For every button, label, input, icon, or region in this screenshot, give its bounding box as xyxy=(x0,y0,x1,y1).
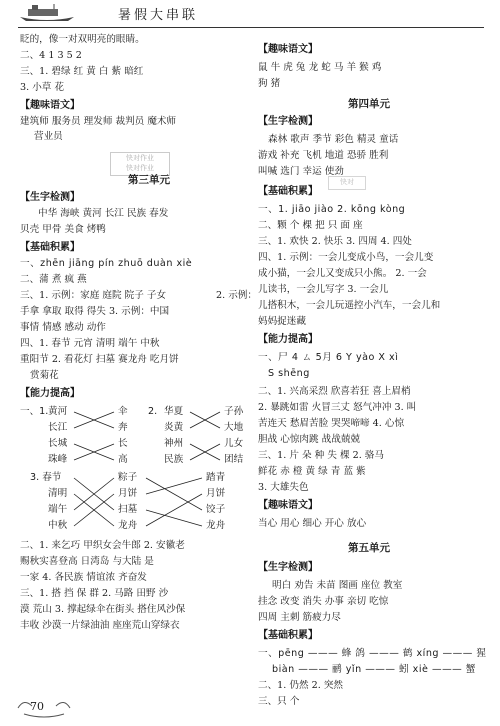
text-line: 二、蒲 煮 疯 燕 xyxy=(20,274,87,285)
text-line: 妈妈捉迷藏 xyxy=(258,316,306,327)
section-title: 【生字检测】 xyxy=(258,116,318,127)
match-right-item: 伞 xyxy=(118,406,128,417)
text-line: 三、只 个 xyxy=(258,696,300,707)
text-line: 当心 用心 细心 开心 放心 xyxy=(258,518,367,529)
match-right-item: 团结 xyxy=(224,454,244,465)
text-line: 2. 示例： xyxy=(216,290,257,301)
text-line: 一、1. jiāo jiào 2. kōng kòng xyxy=(258,204,406,215)
match-mid-item: 粽子 xyxy=(118,472,138,483)
text-line: 明白 劝告 未苗 图画 座位 教室 xyxy=(272,580,403,591)
match-right-item: 龙舟 xyxy=(206,520,226,531)
page-number: 70 xyxy=(30,700,44,713)
text-line: 二、1. 仍然 2. 突然 xyxy=(258,680,344,691)
text-line: 建筑师 服务员 理发师 裁判员 魔术师 xyxy=(20,116,177,127)
text-line: 挂念 改变 消失 办事 亲切 吃惊 xyxy=(258,596,389,607)
text-line: 眨的，像一对双明亮的眼睛。 xyxy=(20,34,145,45)
text-line: 三、1. 片 朵 种 失 棵 2. 骆马 xyxy=(258,450,384,461)
match-left-item: 中秋 xyxy=(48,520,68,531)
match-left-item: 清明 xyxy=(48,488,68,499)
text-line: 成小猫，一会儿又变成只小熊。 2. 一会 xyxy=(258,268,427,279)
text-line: 二、4 1 3 5 2 xyxy=(20,50,82,61)
section-title: 【基础积累】 xyxy=(258,630,318,641)
match-lines-3b xyxy=(144,472,204,532)
text-line: 一、尸 4 ㄙ 5月 6 Y yào X xì xyxy=(258,352,399,363)
match-mid-item: 龙舟 xyxy=(118,520,138,531)
match-prefix: 2. xyxy=(148,406,158,417)
text-line: 鼠 牛 虎 兔 龙 蛇 马 羊 猴 鸡 xyxy=(258,62,382,73)
text-line: 三、1. 搭 挡 保 群 2. 马路 田野 沙 xyxy=(20,588,169,599)
match-right-item: 奔 xyxy=(118,422,128,433)
text-line: 二、颗 个 棵 把 只 面 座 xyxy=(258,220,363,231)
match-left-item: 长江 xyxy=(48,422,68,433)
text-line: 儿搭积木，一会儿玩遥控小汽车，一会儿和 xyxy=(258,300,441,311)
text-line: 丰收 沙漠一片绿油油 座座荒山穿绿衣 xyxy=(20,620,180,631)
section-title: 【趣味语文】 xyxy=(258,44,318,55)
section-title: 【基础积累】 xyxy=(20,242,80,253)
text-line: 狗 猪 xyxy=(258,78,281,89)
match-right-item: 长 xyxy=(118,438,128,449)
section-title: 【能力提高】 xyxy=(20,388,80,399)
match-lines-1 xyxy=(72,406,116,466)
match-right-item: 大地 xyxy=(224,422,244,433)
unit-title: 第四单元 xyxy=(348,98,390,110)
match-left-item: 珠峰 xyxy=(48,454,68,465)
text-line: 3. 大雄失色 xyxy=(258,482,309,493)
text-line: 3. 小草 花 xyxy=(20,82,65,93)
page-header xyxy=(0,0,500,30)
match-right-item: 儿女 xyxy=(224,438,244,449)
text-line: biàn ——— 鹂 yǐn ——— 蚓 xiè ——— 蟹 xyxy=(272,664,476,675)
text-line: 2. 暴跳如雷 火冒三丈 怒气冲冲 3. 叫 xyxy=(258,402,417,413)
match-left-item: 黄河 xyxy=(48,406,68,417)
match-right-item: 饺子 xyxy=(206,504,226,515)
match-right-item: 月饼 xyxy=(206,488,226,499)
text-line: 赐秋实喜登高 日湾岛 与大陆 是 xyxy=(20,556,154,567)
text-line: 四周 主刺 筋疲力尽 xyxy=(258,612,341,623)
section-title: 【生字检测】 xyxy=(258,562,318,573)
match-mid-item: 月饼 xyxy=(118,488,138,499)
text-line: 胆战 心惊肉跳 战战兢兢 xyxy=(258,434,361,445)
book-title: 暑假大串联 xyxy=(118,8,199,23)
text-line: 贝壳 甲骨 美食 烤鸭 xyxy=(20,224,106,235)
text-line: 漠 荒山 3. 撑起绿伞在街头 搭住风沙保 xyxy=(20,604,186,615)
text-line: 手拿 拿取 取得 得失 3. 示例：中国 xyxy=(20,306,170,317)
boat-logo-icon xyxy=(18,3,76,23)
text-line: 一、pēng ——— 蜂 鸽 ——— 鹤 xíng ——— 猩 xyxy=(258,648,487,659)
watermark-stamp: 快对 xyxy=(328,176,366,190)
section-title: 【能力提高】 xyxy=(258,334,318,345)
section-title: 【生字检测】 xyxy=(20,192,80,203)
text-line: 二、1. 兴高采烈 欣喜若狂 喜上眉梢 xyxy=(258,386,411,397)
text-line: 重阳节 2. 看花灯 扫墓 赛龙舟 吃月饼 xyxy=(20,354,179,365)
text-line: 儿读书，一会儿写字 3. 一会儿 xyxy=(258,284,389,295)
match-mid-item: 扫墓 xyxy=(118,504,138,515)
match-right-item: 高 xyxy=(118,454,128,465)
text-line: 一、zhēn jiāng pín zhuō duàn xiè xyxy=(20,258,193,269)
unit-title: 第三单元 xyxy=(128,174,170,186)
unit-title: 第五单元 xyxy=(348,542,390,554)
page-number-ornament-icon xyxy=(14,694,74,720)
text-line: 三、1. 碧绿 红 黄 白 紫 暗红 xyxy=(20,66,144,77)
match-lines-2 xyxy=(188,406,222,466)
match-left-item: 端午 xyxy=(48,504,68,515)
header-divider xyxy=(18,27,484,28)
text-line: 一家 4. 各民族 情谊浓 齐奋发 xyxy=(20,572,147,583)
text-line: 事情 情感 感动 动作 xyxy=(20,322,106,333)
section-title: 【趣味语文】 xyxy=(20,100,80,111)
match-prefix: 3. 春节 xyxy=(30,472,62,483)
section-title: 【趣味语文】 xyxy=(258,500,318,511)
text-line: 游戏 补充 飞机 地道 恐骄 胜利 xyxy=(258,150,389,161)
watermark-stamp: 快对作业 快对作业 xyxy=(110,152,170,176)
text-line: 四、1. 示例：一会儿变成小鸟，一会儿变 xyxy=(258,252,434,263)
match-right-item: 踏青 xyxy=(206,472,226,483)
text-line: 四、1. 春节 元宵 清明 端午 中秋 xyxy=(20,338,160,349)
match-left-item: 民族 xyxy=(164,454,184,465)
match-left-item: 神州 xyxy=(164,438,184,449)
text-line: S shēng xyxy=(268,368,310,379)
text-line: 叫喊 选门 幸运 使劲 xyxy=(258,166,344,177)
text-line: 苦连天 愁眉苦脸 哭哭啼啼 4. 心惊 xyxy=(258,418,405,429)
match-left-item: 炎黄 xyxy=(164,422,184,433)
section-title: 【基础积累】 xyxy=(258,186,318,197)
text-line: 营业员 xyxy=(34,131,63,142)
match-prefix: 一、1. xyxy=(20,406,49,417)
text-line: 中华 海峡 黄河 长江 民族 春发 xyxy=(38,208,169,219)
text-line: 三、1. 欢快 2. 快乐 3. 四周 4. 四处 xyxy=(258,236,412,247)
match-right-item: 子孙 xyxy=(224,406,244,417)
text-line: 鲜花 赤 橙 黄 绿 青 蓝 紫 xyxy=(258,466,366,477)
text-line: 森林 歌声 季节 彩色 精灵 童话 xyxy=(268,134,399,145)
text-line: 赏菊花 xyxy=(30,370,59,381)
match-lines-3a xyxy=(72,472,116,532)
match-left-item: 长城 xyxy=(48,438,68,449)
match-left-item: 华夏 xyxy=(164,406,184,417)
text-line: 三、1. 示例：家庭 庭院 院子 子女 xyxy=(20,290,167,301)
text-line: 二、1. 来乞巧 甲织女会牛郎 2. 安徽老 xyxy=(20,540,185,551)
